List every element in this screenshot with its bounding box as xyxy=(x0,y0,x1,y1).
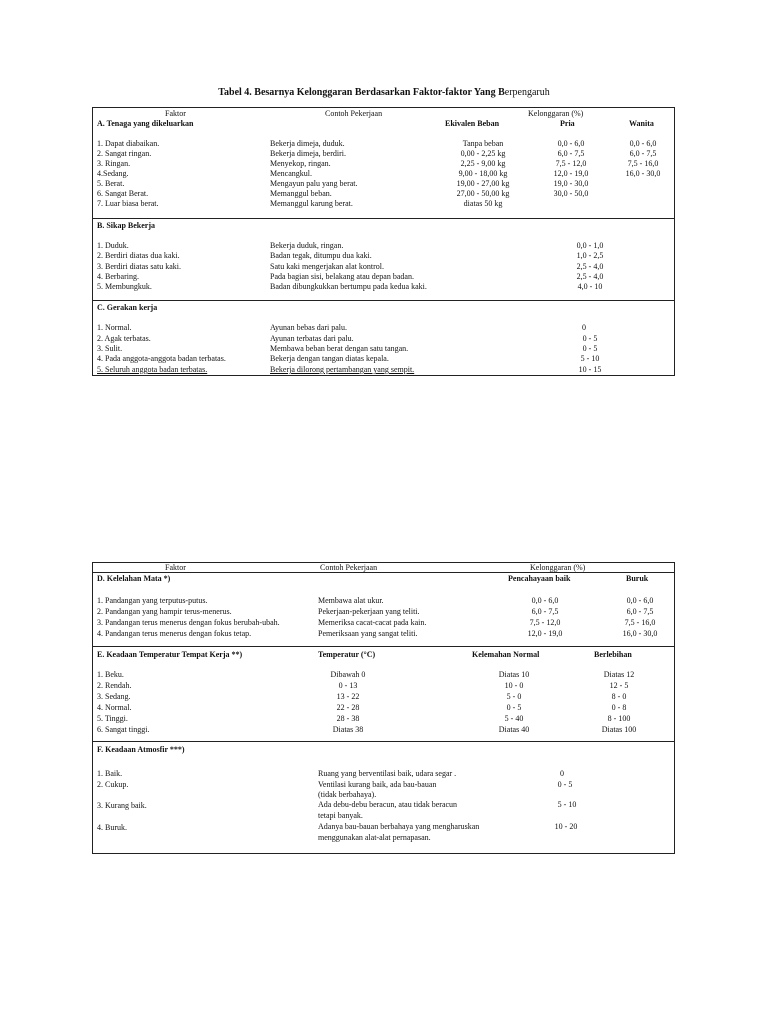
a-pria: 7,5 - 12,0 xyxy=(555,159,587,168)
f-contoh-line2: (tidak berbahaya). xyxy=(318,790,377,799)
a-faktor: 3. Ringan. xyxy=(97,159,131,168)
divider-e-f xyxy=(93,741,674,742)
a-contoh: Mengayun palu yang berat. xyxy=(270,179,358,188)
b-value: 0,0 - 1,0 xyxy=(576,241,604,250)
a-faktor: 6. Sangat Berat. xyxy=(97,189,149,198)
a-pria: 6,0 - 7,5 xyxy=(557,149,585,158)
d-buruk: 0,0 - 6,0 xyxy=(626,596,654,605)
c-contoh: Ayunan bebas dari palu. xyxy=(270,323,348,332)
d-contoh: Pemeriksaan yang sangat teliti. xyxy=(318,629,418,638)
a-faktor: 7. Luar biasa berat. xyxy=(97,199,159,208)
a-contoh: Menyekop, ringan. xyxy=(270,159,331,168)
e-temp: 22 - 28 xyxy=(336,703,360,712)
header-pencahayaan-baik: Pencahayaan baik xyxy=(508,574,571,583)
c-faktor: 4. Pada anggota-anggota badan terbatas. xyxy=(97,354,226,363)
a-faktor: 5. Berat. xyxy=(97,179,125,188)
e-faktor: 5. Tinggi. xyxy=(97,714,128,723)
e-temp: 0 - 13 xyxy=(338,681,358,690)
f-value: 10 - 20 xyxy=(554,822,578,831)
a-contoh: Bekerja dimeja, duduk. xyxy=(270,139,345,148)
e-faktor: 6. Sangat tinggi. xyxy=(97,725,150,734)
b-faktor: 1. Duduk. xyxy=(97,241,129,250)
a-faktor: 1. Dapat diabaikan. xyxy=(97,139,160,148)
header-contoh-pekerjaan: Contoh Pekerjaan xyxy=(325,109,383,118)
d-contoh: Memeriksa cacat-cacat pada kain. xyxy=(318,618,427,627)
a-contoh: Mencangkul. xyxy=(270,169,312,178)
b-contoh: Satu kaki mengerjakan alat kontrol. xyxy=(270,262,384,271)
a-pria: 12,0 - 19,0 xyxy=(553,169,589,178)
e-faktor: 2. Rendah. xyxy=(97,681,132,690)
title-main: Tabel 4. Besarnya Kelonggaran Berdasarkan Faktor-faktor Yang B xyxy=(218,87,505,98)
header-ekivalen-beban: Ekivalen Beban xyxy=(445,119,500,128)
table-2 xyxy=(92,562,675,854)
d-buruk: 16,0 - 30,0 xyxy=(622,629,658,638)
b-value: 1,0 - 2,5 xyxy=(576,251,604,260)
a-wanita: 6,0 - 7,5 xyxy=(629,149,657,158)
e-temp: Dibawah 0 xyxy=(330,670,366,679)
d-faktor: 4. Pandangan terus menerus dengan fokus tetap. xyxy=(97,629,252,638)
f-contoh: Ada debu-debu beracun, atau tidak beracun xyxy=(318,800,458,809)
a-beban: 0,00 - 2,25 kg xyxy=(460,149,506,158)
section-c-title: C. Gerakan kerja xyxy=(97,303,158,312)
f-value: 0 - 5 xyxy=(557,780,573,789)
header-contoh-pekerjaan: Contoh Pekerjaan xyxy=(320,563,378,572)
c-contoh: Membawa beban berat dengan satu tangan. xyxy=(270,344,409,353)
a-faktor: 4.Sedang. xyxy=(97,169,129,178)
b-contoh: Bekerja duduk, ringan. xyxy=(270,241,344,250)
b-contoh: Pada bagian sisi, belakang atau depan badan. xyxy=(270,272,414,281)
d-contoh: Pekerjaan-pekerjaan yang teliti. xyxy=(318,607,420,616)
d-faktor: 1. Pandangan yang terputus-putus. xyxy=(97,596,208,605)
section-a-title: A. Tenaga yang dikeluarkan xyxy=(97,119,194,128)
c-value: 0 xyxy=(582,323,586,332)
header-wanita: Wanita xyxy=(629,119,654,128)
a-pria: 19,0 - 30,0 xyxy=(553,179,589,188)
c-contoh: Ayunan terbatas dari palu. xyxy=(270,334,354,343)
c-value: 5 - 10 xyxy=(580,354,600,363)
e-temp: 28 - 38 xyxy=(336,714,360,723)
b-faktor: 3. Berdiri diatas satu kaki. xyxy=(97,262,181,271)
title-suffix: erpengaruh xyxy=(504,87,550,98)
b-faktor: 5. Membungkuk. xyxy=(97,282,152,291)
c-faktor: 3. Sulit. xyxy=(97,344,123,353)
c-contoh: Bekerja dilorong pertambangan yang sempit. xyxy=(270,365,415,374)
e-normal: Diatas 10 xyxy=(498,670,530,679)
e-lebih: 0 - 8 xyxy=(611,703,627,712)
c-value: 10 - 15 xyxy=(578,365,602,374)
d-contoh: Membawa alat ukur. xyxy=(318,596,384,605)
c-value: 0 - 5 xyxy=(582,344,598,353)
e-temp: Diatas 38 xyxy=(332,725,364,734)
divider-top-header xyxy=(93,572,674,573)
d-baik: 0,0 - 6,0 xyxy=(531,596,559,605)
a-beban: diatas 50 kg xyxy=(463,199,503,208)
header-kelonggaran: Kelonggaran (%) xyxy=(528,109,584,118)
a-wanita: 0,0 - 6,0 xyxy=(629,139,657,148)
header-faktor: Faktor xyxy=(165,563,186,572)
b-faktor: 2. Berdiri diatas dua kaki. xyxy=(97,251,180,260)
header-faktor: Faktor xyxy=(165,109,186,118)
c-faktor: 5. Seluruh anggota badan terbatas. xyxy=(97,365,208,374)
divider-b-c xyxy=(93,300,674,301)
section-b-title: B. Sikap Bekerja xyxy=(97,221,156,230)
f-contoh-line2: tetapi banyak. xyxy=(318,811,363,820)
a-pria: 0,0 - 6,0 xyxy=(557,139,585,148)
a-beban: 2,25 - 9,00 kg xyxy=(460,159,506,168)
e-normal: 10 - 0 xyxy=(504,681,524,690)
section-d-title: D. Kelelahan Mata *) xyxy=(97,574,171,583)
f-faktor: 2. Cukup. xyxy=(97,780,129,789)
header-temperatur: Temperatur (°C) xyxy=(318,650,376,659)
a-pria: 30,0 - 50,0 xyxy=(553,189,589,198)
header-buruk: Buruk xyxy=(626,574,649,583)
header-pria: Pria xyxy=(560,119,575,128)
a-wanita: 16,0 - 30,0 xyxy=(625,169,661,178)
c-faktor: 1. Normal. xyxy=(97,323,132,332)
e-normal: 5 - 0 xyxy=(506,692,522,701)
f-contoh: Ruang yang berventilasi baik, udara segar . xyxy=(318,769,457,778)
e-lebih: 12 - 5 xyxy=(609,681,629,690)
e-faktor: 1. Beku. xyxy=(97,670,124,679)
b-contoh: Badan dibungkukkan bertumpu pada kedua kaki. xyxy=(270,282,427,291)
c-faktor: 2. Agak terbatas. xyxy=(97,334,151,343)
a-contoh: Bekerja dimeja, berdiri. xyxy=(270,149,346,158)
d-baik: 12,0 - 19,0 xyxy=(527,629,563,638)
a-contoh: Memanggul beban. xyxy=(270,189,332,198)
d-buruk: 6,0 - 7,5 xyxy=(626,607,654,616)
e-normal: 5 - 40 xyxy=(504,714,524,723)
d-faktor: 3. Pandangan terus menerus dengan fokus berubah-ubah. xyxy=(97,618,280,627)
e-normal: Diatas 40 xyxy=(498,725,530,734)
section-f-title: F. Keadaan Atmosfir ***) xyxy=(97,745,185,754)
divider-d-e xyxy=(93,646,674,647)
a-faktor: 2. Sangat ringan. xyxy=(97,149,152,158)
e-normal: 0 - 5 xyxy=(506,703,522,712)
f-contoh: Adanya bau-bauan berbahaya yang mengharuskan xyxy=(318,822,480,831)
f-contoh-line2: menggunakan alat-alat pernapasan. xyxy=(318,833,431,842)
a-beban: 27,00 - 50,00 kg xyxy=(456,189,510,198)
d-buruk: 7,5 - 16,0 xyxy=(624,618,656,627)
d-faktor: 2. Pandangan yang hampir terus-menerus. xyxy=(97,607,232,616)
a-beban: 19,00 - 27,00 kg xyxy=(456,179,510,188)
e-lebih: Diatas 100 xyxy=(601,725,637,734)
f-contoh: Ventilasi kurang baik, ada bau-bauan xyxy=(318,780,437,789)
a-contoh: Memanggul karung berat. xyxy=(270,199,353,208)
header-kelemahan-normal: Kelemahan Normal xyxy=(472,650,540,659)
e-lebih: 8 - 0 xyxy=(611,692,627,701)
e-faktor: 4. Normal. xyxy=(97,703,132,712)
c-contoh: Bekerja dengan tangan diatas kepala. xyxy=(270,354,389,363)
d-baik: 6,0 - 7,5 xyxy=(531,607,559,616)
f-value: 5 - 10 xyxy=(557,800,577,809)
b-contoh: Badan tegak, ditumpu dua kaki. xyxy=(270,251,372,260)
table-title xyxy=(0,88,768,98)
f-faktor: 1. Baik. xyxy=(97,769,123,778)
b-value: 2,5 - 4,0 xyxy=(576,272,604,281)
e-lebih: Diatas 12 xyxy=(603,670,635,679)
f-faktor: 4. Buruk. xyxy=(97,823,127,832)
header-berlebihan: Berlebihan xyxy=(594,650,632,659)
a-wanita: 7,5 - 16,0 xyxy=(627,159,659,168)
header-kelonggaran: Kelonggaran (%) xyxy=(530,563,586,572)
divider-a-b xyxy=(93,218,674,219)
a-beban: Tanpa beban xyxy=(462,139,504,148)
a-beban: 9,00 - 18,00 kg xyxy=(458,169,508,178)
f-faktor: 3. Kurang baik. xyxy=(97,801,147,810)
e-faktor: 3. Sedang. xyxy=(97,692,131,701)
c-value: 0 - 5 xyxy=(582,334,598,343)
b-value: 4,0 - 10 xyxy=(577,282,603,291)
e-temp: 13 - 22 xyxy=(336,692,360,701)
b-value: 2,5 - 4,0 xyxy=(576,262,604,271)
d-baik: 7,5 - 12,0 xyxy=(529,618,561,627)
e-lebih: 8 - 100 xyxy=(607,714,631,723)
f-value: 0 xyxy=(560,769,564,778)
b-faktor: 4. Berbaring. xyxy=(97,272,139,281)
section-e-title: E. Keadaan Temperatur Tempat Kerja **) xyxy=(97,650,243,659)
